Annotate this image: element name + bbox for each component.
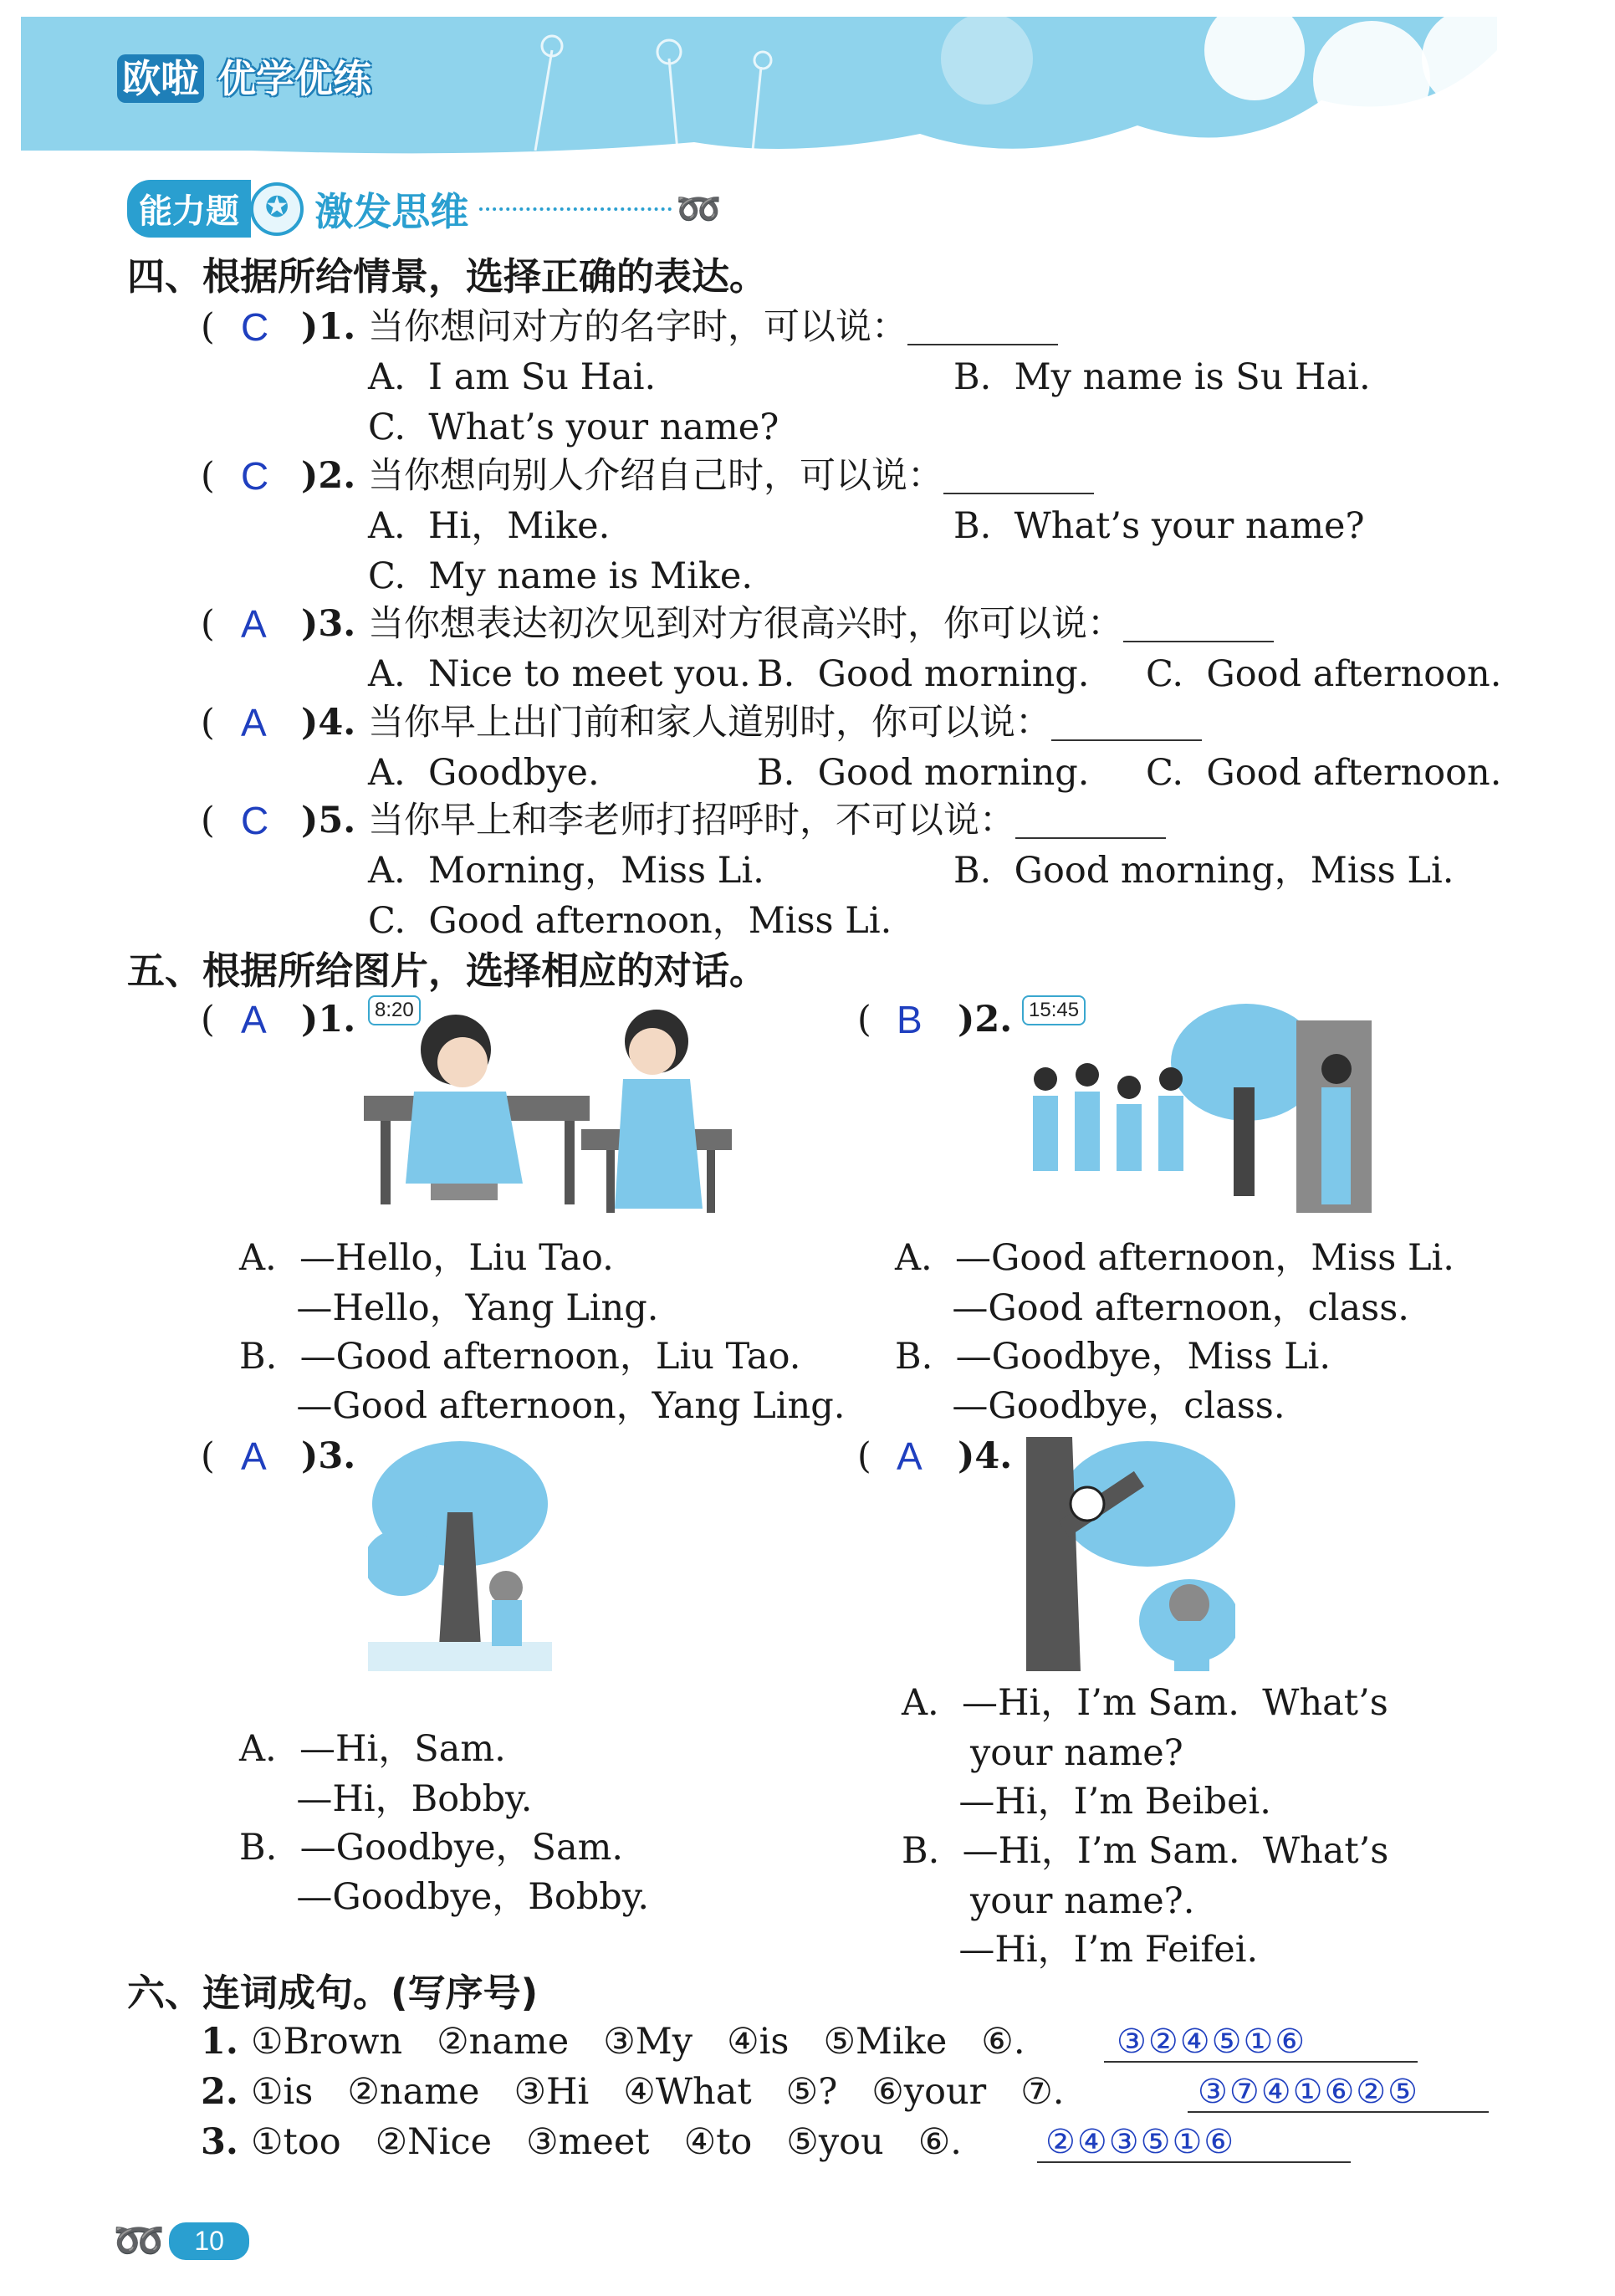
q4-2-num: )2. (301, 455, 356, 497)
swirl-icon: ➿ (113, 2217, 166, 2265)
q4-2-prompt: 当你想向别人介绍自己时，可以说： (368, 458, 1094, 494)
q6-1-num: 1. (201, 2021, 238, 2063)
q4-5-num: )5. (301, 800, 356, 841)
brand-logo (117, 49, 371, 104)
blank-line[interactable] (1123, 607, 1274, 642)
brain-icon: ✪ (250, 182, 304, 236)
q5-4-bracket: ( (857, 1435, 871, 1477)
q5-1-line-4: —Good afternoon，Yang Ling. (239, 1385, 846, 1427)
page-footer (113, 2217, 249, 2266)
blank-line[interactable] (943, 459, 1094, 494)
q4-1-prompt: 当你想问对方的名字时，可以说： (368, 309, 1058, 345)
q5-4-line-4: B. —Hi，I’m Sam. What’s (902, 1830, 1389, 1872)
q4-3-option-b: B. Good morning. (757, 653, 1090, 695)
blank-line[interactable] (907, 310, 1058, 345)
q5-2-line-1: A. —Good afternoon，Miss Li. (895, 1237, 1454, 1279)
q6-3-answer: ②④③⑤①⑥ (1045, 2123, 1236, 2161)
q5-1-line-2: —Hello，Yang Ling. (239, 1287, 659, 1329)
q5-3-num: )3. (301, 1435, 356, 1477)
q4-3-bracket: ( (201, 603, 215, 645)
q5-2-line-4: —Goodbye，class. (895, 1385, 1285, 1427)
q4-4-answer[interactable]: A (241, 701, 267, 744)
q5-2-bracket: ( (857, 999, 871, 1041)
q5-1-answer[interactable]: A (241, 998, 267, 1041)
q6-3-num: 3. (201, 2121, 238, 2163)
q5-3-line-3: B. —Goodbye，Sam. (239, 1827, 624, 1869)
q6-1-answer: ③②④⑤①⑥ (1117, 2022, 1307, 2061)
clock-time: 15:45 (1022, 995, 1086, 1025)
swirl-icon: ➿ (676, 187, 723, 231)
q5-2-answer[interactable]: B (897, 998, 922, 1041)
section-badge (127, 180, 723, 234)
q5-3-line-1: A. —Hi，Sam. (239, 1728, 506, 1770)
q4-2-option-a: A. Hi，Mike. (368, 505, 611, 547)
q5-3-answer[interactable]: A (241, 1434, 267, 1478)
q6-2-answer: ③⑦④①⑥②⑤ (1198, 2073, 1420, 2111)
q4-3-option-a: A. Nice to meet you. (368, 653, 751, 695)
badge-left: 能力题 (127, 180, 251, 238)
q4-4-num: )4. (301, 702, 356, 744)
q4-1-option-a: A. I am Su Hai. (368, 356, 657, 398)
blank-line[interactable] (1015, 804, 1166, 839)
q4-1-answer[interactable]: C (241, 305, 269, 349)
q5-1-bracket: ( (201, 999, 215, 1041)
q6-1-words: ①Brown ②name ③My ④is ⑤Mike ⑥. (251, 2021, 1025, 2063)
brand-left: 欧啦 (117, 54, 204, 103)
q5-4-line-2: your name? (902, 1732, 1183, 1774)
q4-2-bracket: ( (201, 455, 215, 497)
q5-4-num: )4. (958, 1435, 1013, 1477)
badge-dotted-line (479, 207, 672, 211)
q4-2-option-b: B. What’s your name? (953, 505, 1365, 547)
q5-2-line-3: B. —Goodbye，Miss Li. (895, 1336, 1331, 1378)
school-gate-illustration (1020, 995, 1388, 1225)
section5-title: 五、根据所给图片，选择相应的对话。 (127, 949, 768, 993)
clock-time: 8:20 (368, 995, 421, 1025)
q5-2-line-2: —Good afternoon，class. (895, 1287, 1409, 1329)
q4-3-answer[interactable]: A (241, 602, 267, 646)
q4-2-option-c: C. My name is Mike. (368, 555, 754, 597)
blank-line[interactable] (1051, 706, 1202, 741)
q5-1-line-3: B. —Good afternoon，Liu Tao. (239, 1336, 801, 1378)
brand-right: 优学优练 (217, 56, 372, 101)
q4-4-option-b: B. Good morning. (757, 752, 1090, 794)
q4-5-option-b: B. Good morning，Miss Li. (953, 850, 1454, 892)
q4-4-option-c: C. Good afternoon. (1146, 752, 1502, 794)
q4-4-bracket: ( (201, 702, 215, 744)
q4-5-answer[interactable]: C (241, 799, 269, 842)
q4-5-bracket: ( (201, 800, 215, 841)
q5-3-line-4: —Goodbye，Bobby. (239, 1876, 650, 1918)
q4-5-option-a: A. Morning，Miss Li. (368, 850, 764, 892)
q4-3-option-c: C. Good afternoon. (1146, 653, 1502, 695)
q5-4-line-3: —Hi，I’m Beibei. (902, 1781, 1271, 1823)
tree-cat-illustration (368, 1437, 552, 1671)
q4-1-option-c: C. What’s your name? (368, 407, 779, 448)
q5-1-num: )1. (301, 999, 356, 1041)
q5-4-line-1: A. —Hi，I’m Sam. What’s (902, 1682, 1388, 1724)
section6-title: 六、连词成句。(写序号) (127, 1971, 539, 2015)
q6-2-words: ①is ②name ③Hi ④What ⑤? ⑥your ⑦. (251, 2071, 1065, 2113)
classroom-illustration (364, 991, 732, 1225)
section4-title: 四、根据所给情景，选择正确的表达。 (127, 254, 768, 299)
q5-3-bracket: ( (201, 1435, 215, 1477)
q5-1-line-1: A. —Hello，Liu Tao. (239, 1237, 614, 1279)
q5-3-line-2: —Hi，Bobby. (239, 1778, 533, 1820)
q4-4-option-a: A. Goodbye. (368, 752, 600, 794)
q5-4-answer[interactable]: A (897, 1434, 922, 1478)
q5-4-line-6: —Hi，I’m Feifei. (902, 1929, 1259, 1971)
q4-4-prompt: 当你早上出门前和家人道别时，你可以说： (368, 705, 1202, 741)
q4-5-prompt: 当你早上和李老师打招呼时，不可以说： (368, 803, 1166, 839)
q4-1-num: )1. (301, 306, 356, 348)
q4-2-answer[interactable]: C (241, 454, 269, 498)
q4-1-option-b: B. My name is Su Hai. (953, 356, 1371, 398)
tree-panda-illustration (1022, 1437, 1235, 1671)
page-number: 10 (169, 2222, 249, 2260)
q5-2-num: )2. (958, 999, 1013, 1041)
q4-1-bracket: ( (201, 306, 215, 348)
badge-right: 激发思维 (314, 188, 469, 234)
q6-3-words: ①too ②Nice ③meet ④to ⑤you ⑥. (251, 2121, 962, 2163)
q4-3-prompt: 当你想表达初次见到对方很高兴时，你可以说： (368, 606, 1274, 642)
q5-4-line-5: your name?. (902, 1880, 1195, 1922)
q4-3-num: )3. (301, 603, 356, 645)
q6-2-num: 2. (201, 2071, 238, 2113)
q4-5-option-c: C. Good afternoon，Miss Li. (368, 900, 892, 942)
